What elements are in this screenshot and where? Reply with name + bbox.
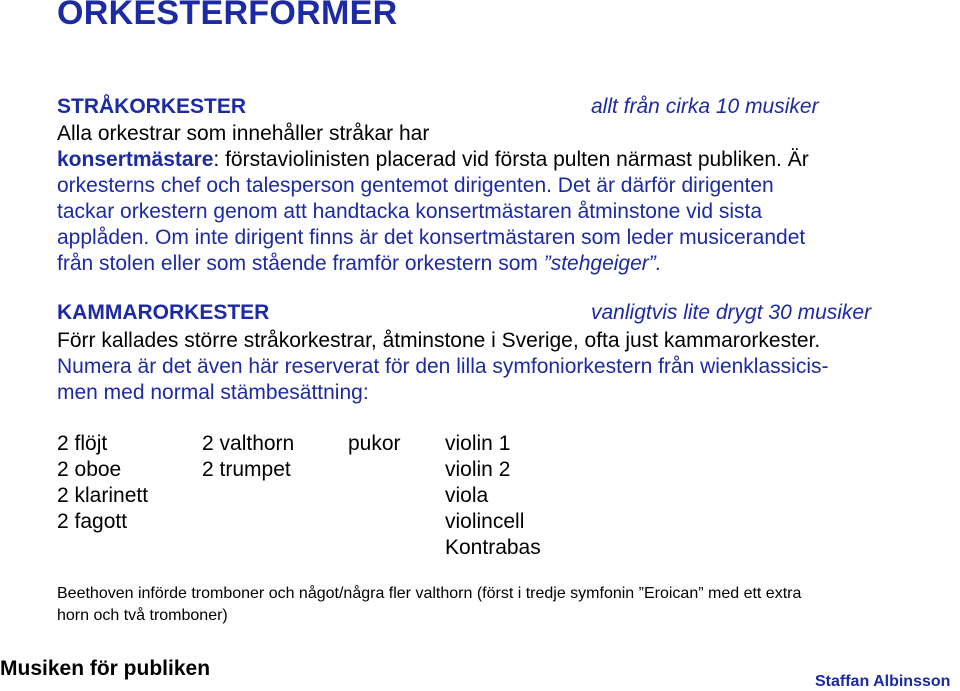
- instrument-item: 2 trumpet: [202, 458, 291, 481]
- beethoven-note: [57, 583, 801, 627]
- instrument-item: pukor: [348, 432, 401, 455]
- instrument-item: Kontrabas: [445, 536, 541, 559]
- footer-course-title: Musiken för publiken: [0, 657, 211, 680]
- section-heading-kammarorkester: KAMMARORKESTER: [57, 301, 270, 324]
- stehgeiger-term: ”stehgeiger”.: [543, 252, 662, 275]
- paragraph-line: Numera är det även här reserverat för den lilla symfoniorkestern från wienklassicis-: [57, 355, 829, 378]
- section-subheading-strakorkester: allt från cirka 10 musiker: [591, 95, 819, 118]
- paragraph-line: tackar orkestern genom att handtacka konsertmästaren åtminstone vid sista: [57, 200, 763, 223]
- paragraph-line: applåden. Om inte dirigent finns är det konsertmästaren som leder musicerandet: [57, 226, 806, 249]
- page-title: ORKESTERFORMER: [57, 0, 398, 32]
- instrument-column-strings: [445, 431, 541, 561]
- instrument-item: 2 flöjt: [57, 432, 108, 455]
- instrument-item: 2 oboe: [57, 458, 122, 481]
- instrument-item: 2 fagott: [57, 510, 128, 533]
- paragraph-text: från stolen eller som stående framför orkestern som: [57, 252, 544, 275]
- instrument-column-woodwinds: [57, 431, 148, 535]
- section-subheading-kammarorkester: vanligtvis lite drygt 30 musiker: [591, 301, 872, 324]
- instrument-item: 2 klarinett: [57, 484, 149, 507]
- section-heading-strakorkester: STRÅKORKESTER: [57, 95, 247, 118]
- section1-paragraph: [57, 121, 809, 277]
- konsertmastare-term: konsertmästare: [57, 148, 214, 171]
- instrument-item: 2 valthorn: [202, 432, 295, 455]
- note-line: Beethoven införde tromboner och något/några fler valthorn (först i tredje symfonin ”Eroican” med ett extra: [57, 585, 802, 602]
- footer-author: Staffan Albinsson: [815, 673, 951, 690]
- instrument-item: violin 2: [445, 458, 511, 481]
- instrument-item: violin 1: [445, 432, 511, 455]
- instrument-item: viola: [445, 484, 489, 507]
- note-line: horn och två tromboner): [57, 607, 228, 624]
- paragraph-line: [57, 147, 809, 173]
- paragraph-line: Alla orkestrar som innehåller stråkar har: [57, 122, 430, 145]
- paragraph-line: men med normal stämbesättning:: [57, 381, 369, 404]
- instrument-item: violincell: [445, 510, 525, 533]
- section2-paragraph: [57, 328, 828, 406]
- paragraph-line: [57, 251, 809, 277]
- paragraph-text: : förstaviolinisten placerad vid första pulten närmast publiken. Är: [213, 148, 809, 171]
- paragraph-line: orkesterns chef och talesperson gentemot dirigenten. Det är därför dirigenten: [57, 174, 774, 197]
- instrument-column-brass: [202, 431, 294, 483]
- instrument-column-percussion: [348, 431, 401, 457]
- paragraph-line: Förr kallades större stråkorkestrar, åtminstone i Sverige, ofta just kammarorkester.: [57, 329, 821, 352]
